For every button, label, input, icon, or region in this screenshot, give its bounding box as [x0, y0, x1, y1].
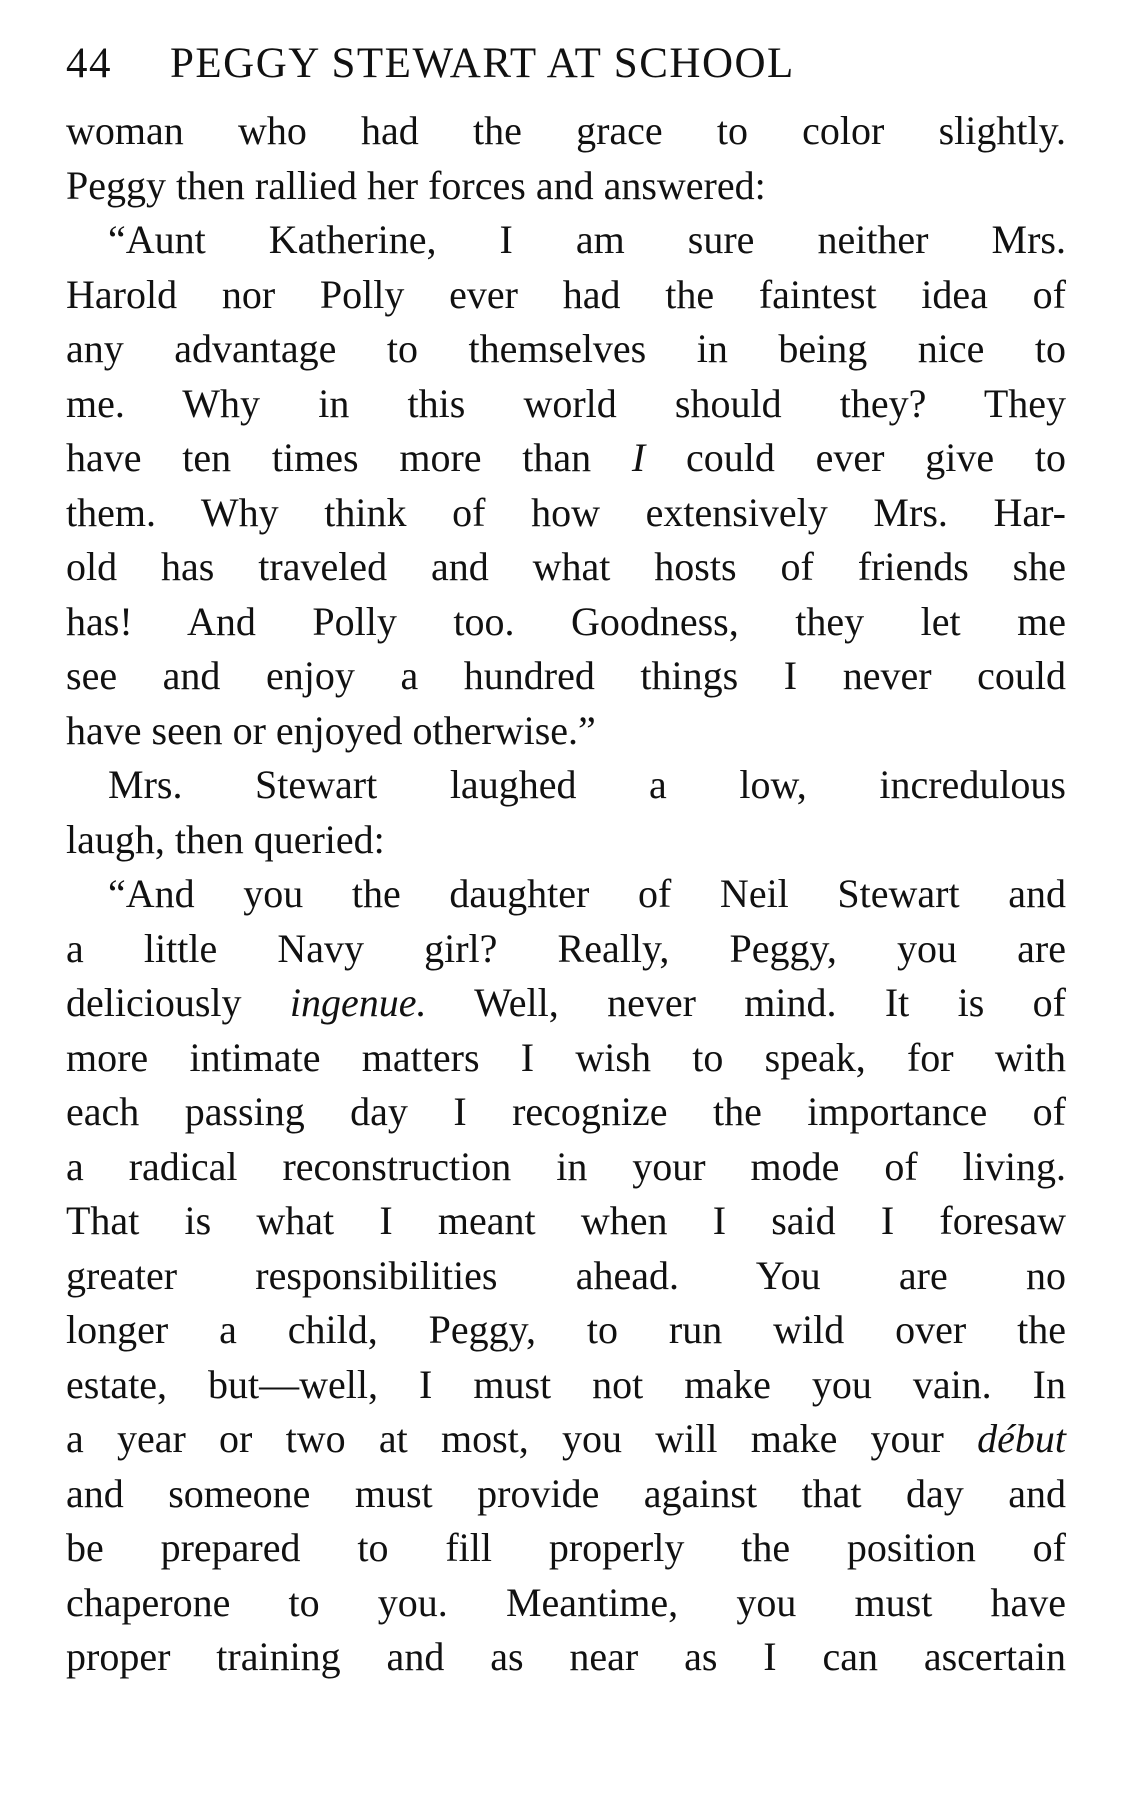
- text-line: a little Navy girl? Really, Peggy, you are: [66, 925, 1066, 971]
- text-line: more intimate matters I wish to speak, for with: [66, 1034, 1066, 1080]
- text-line: Mrs. Stewart laughed a low, incredulous: [108, 762, 1066, 807]
- text-line: Harold nor Polly ever had the faintest idea of: [66, 271, 1066, 317]
- text-segment: have ten times more than: [66, 435, 592, 480]
- text-line: laugh, then queried:: [66, 816, 385, 862]
- text-line: That is what I meant when I said I foresaw: [66, 1198, 1066, 1243]
- italic-text: I: [631, 435, 646, 480]
- text-segment: could ever give to: [686, 435, 1066, 480]
- text-segment: deliciously: [66, 980, 242, 1025]
- text-line: [66, 431, 1066, 486]
- text-line: chaperone to you. Meantime, you must have: [66, 1579, 1066, 1625]
- text-line: me. Why in this world should they? They: [66, 380, 1066, 426]
- text-line: woman who had the grace to color slightly.: [66, 108, 1066, 153]
- running-header: [66, 36, 1066, 92]
- text-line: has! And Polly too. Goodness, they let me: [66, 598, 1066, 644]
- text-line: Peggy then rallied her forces and answered:: [66, 162, 766, 208]
- text-line: greater responsibilities ahead. You are no: [66, 1252, 1066, 1298]
- text-line: a radical reconstruction in your mode of living.: [66, 1143, 1066, 1189]
- text-line: old has traveled and what hosts of friends she: [66, 544, 1066, 589]
- text-line: “Aunt Katherine, I am sure neither Mrs.: [108, 217, 1066, 262]
- text-line: estate, but—well, I must not make you vain. In: [66, 1361, 1066, 1407]
- text-segment: Well, never mind. It is of: [474, 980, 1066, 1025]
- text-line: proper training and as near as I can ascertain: [66, 1634, 1066, 1679]
- italic-text: début: [977, 1416, 1067, 1461]
- text-line: have seen or enjoyed otherwise.”: [66, 707, 596, 753]
- text-line: them. Why think of how extensively Mrs. Har-: [66, 489, 1066, 535]
- text-line: longer a child, Peggy, to run wild over the: [66, 1307, 1066, 1352]
- text-line: and someone must provide against that day and: [66, 1470, 1066, 1516]
- text-line: any advantage to themselves in being nice to: [66, 326, 1066, 371]
- book-page: [66, 36, 1066, 1685]
- text-line: [66, 1412, 1066, 1467]
- text-line: “And you the daughter of Neil Stewart and: [108, 871, 1066, 916]
- text-segment: a year or two at most, you will make your: [66, 1416, 944, 1461]
- text-line: see and enjoy a hundred things I never could: [66, 653, 1066, 698]
- text-line: [66, 976, 1066, 1031]
- page-number: 44: [66, 40, 112, 87]
- body-text: [66, 104, 1066, 1685]
- running-title: PEGGY STEWART AT SCHOOL: [170, 40, 795, 87]
- text-line: each passing day I recognize the importance of: [66, 1089, 1066, 1134]
- text-line: be prepared to fill properly the position of: [66, 1525, 1066, 1570]
- italic-text: ingenue.: [289, 980, 427, 1025]
